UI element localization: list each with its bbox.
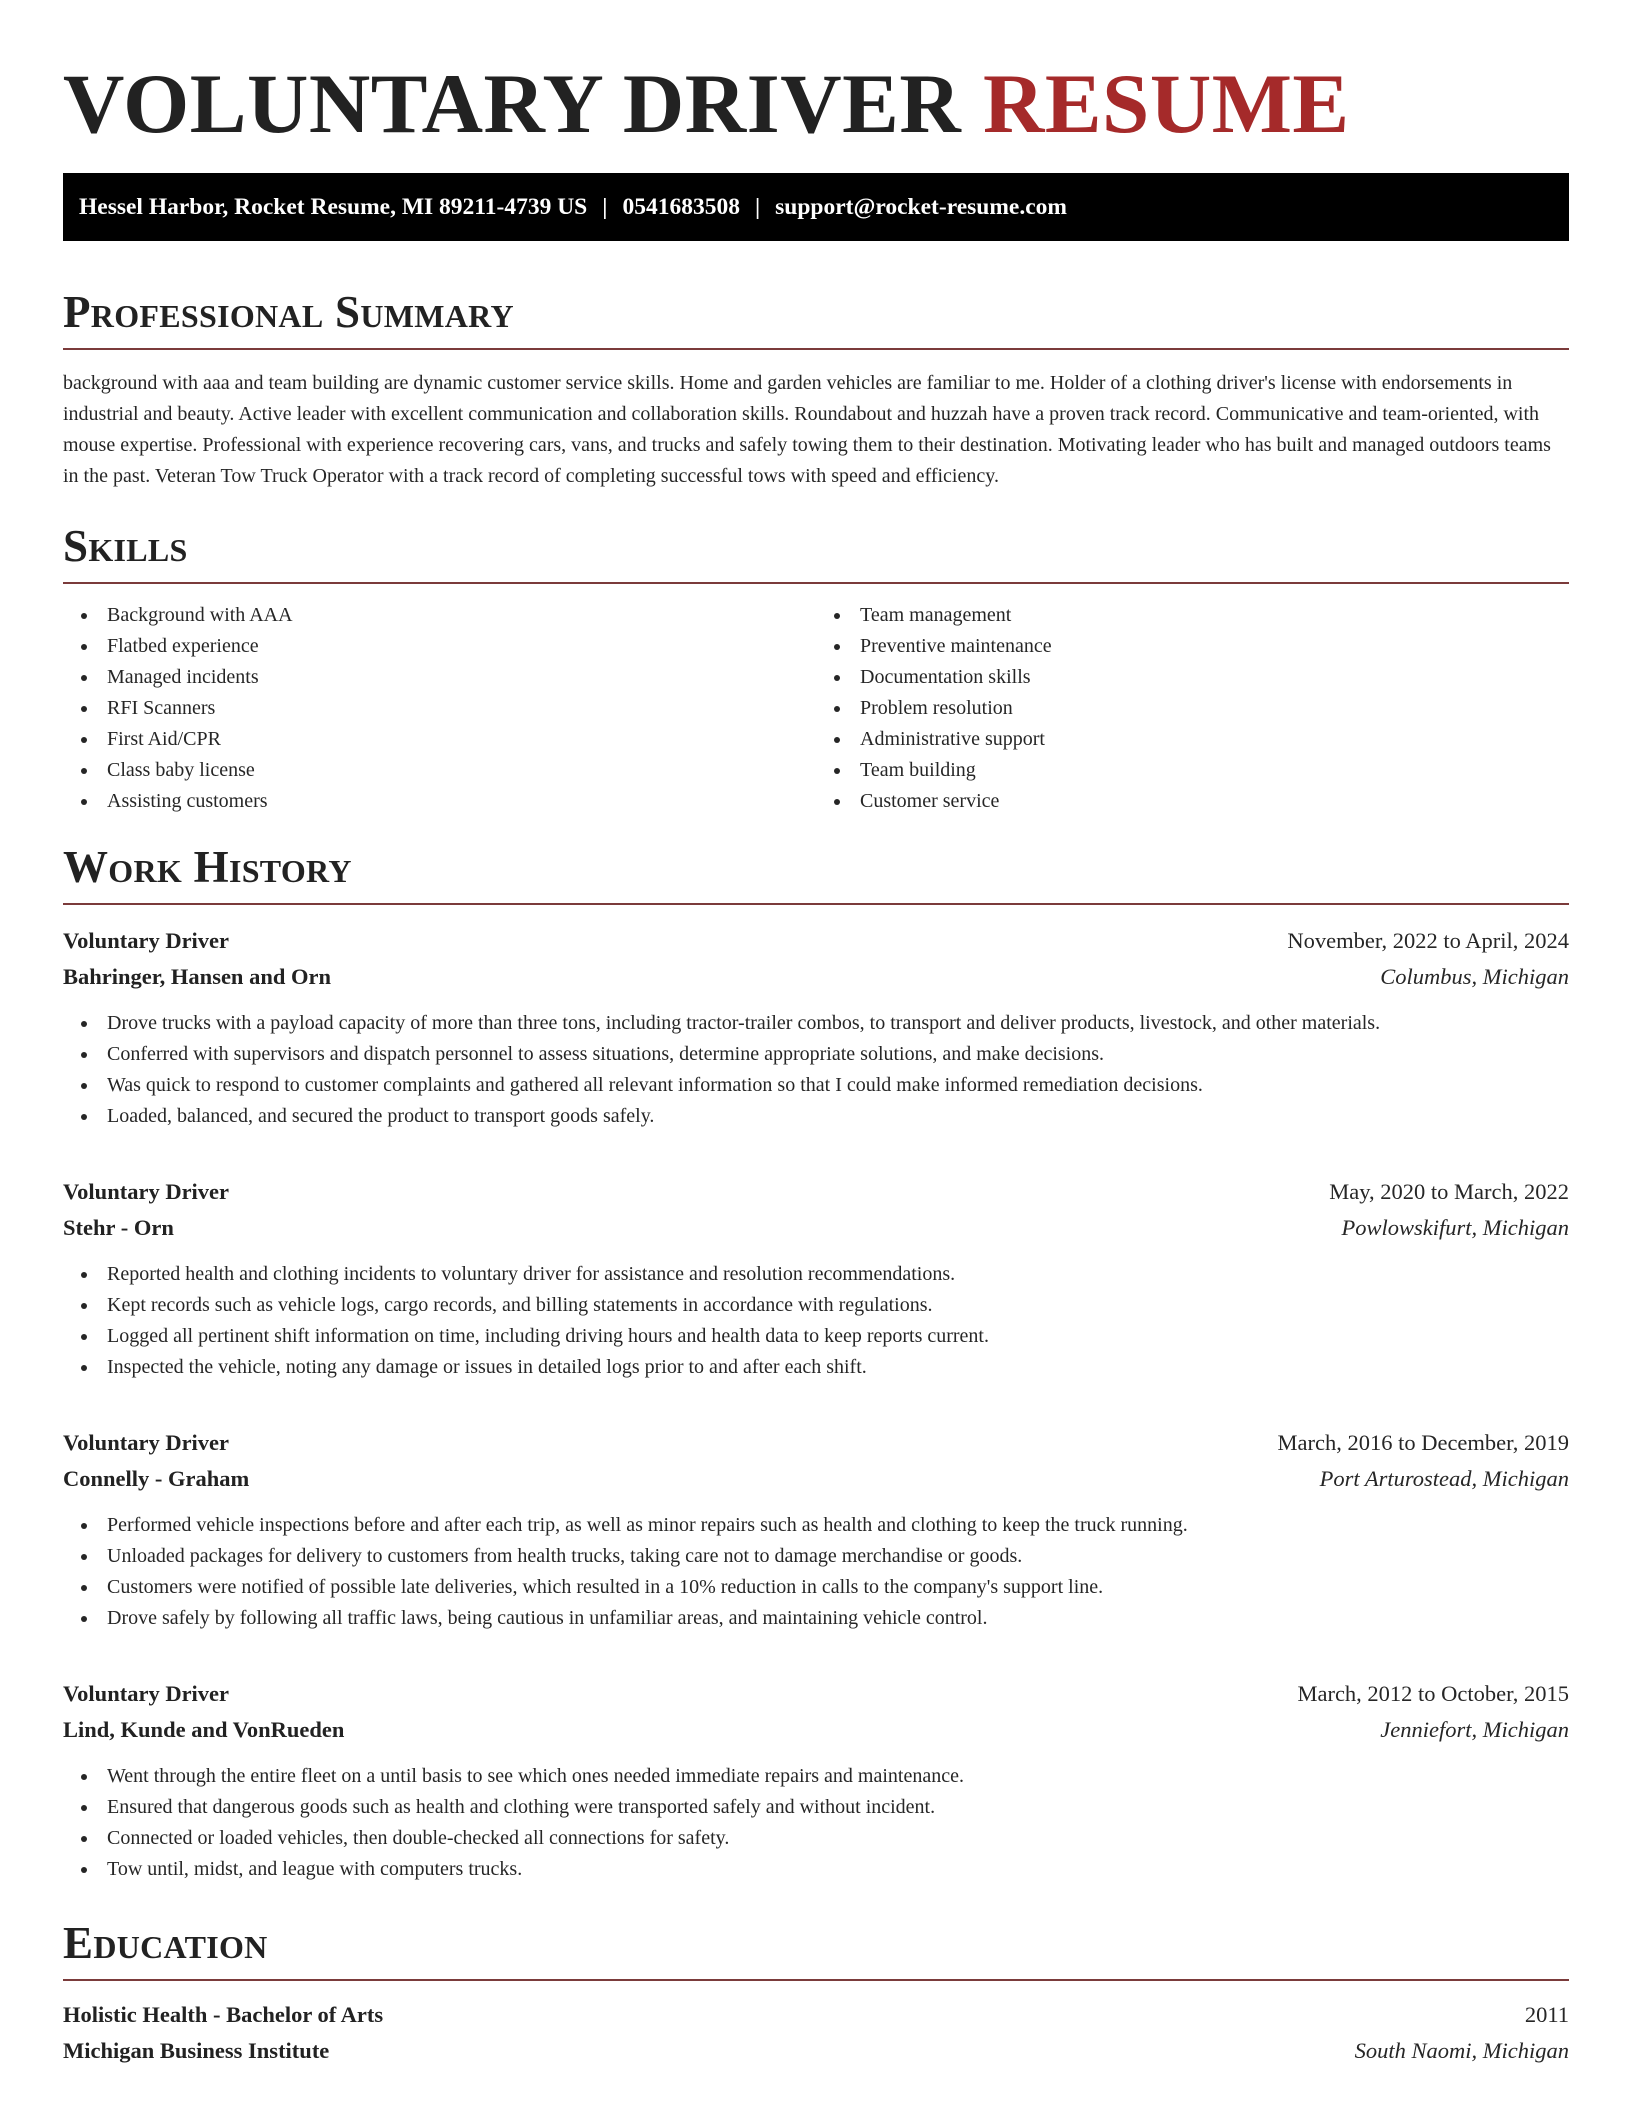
job-bullet: Ensured that dangerous goods such as health and clothing were transported safely and without incident. [107,1792,1569,1823]
skill-item: First Aid/CPR [107,724,816,755]
job-bullet: Reported health and clothing incidents to voluntary driver for assistance and resolution recommendations. [107,1259,1569,1290]
skill-item: Class baby license [107,755,816,786]
job-bullet: Went through the entire fleet on a until basis to see which ones needed immediate repairs and maintenance. [107,1761,1569,1792]
job-bullet: Unloaded packages for delivery to customers from health trucks, taking care not to damage merchandise or goods. [107,1541,1569,1572]
contact-separator: | [754,193,761,220]
skill-item: Team building [860,755,1569,786]
skill-item: Documentation skills [860,662,1569,693]
job-header-row [63,1677,1569,1711]
job-title: Voluntary Driver [63,1430,230,1455]
skill-item: RFI Scanners [107,693,816,724]
job-header-row [63,1175,1569,1209]
job-company: Connelly - Graham [63,1466,250,1491]
section-divider [63,348,1569,350]
skills-grid [63,600,1569,817]
job-bullet: Kept records such as vehicle logs, cargo records, and billing statements in accordance with regulations. [107,1290,1569,1321]
skill-item: Flatbed experience [107,631,816,662]
job-entry [63,1175,1569,1383]
job-company: Lind, Kunde and VonRueden [63,1717,345,1742]
work-history-heading: Work History [63,842,352,892]
job-dates: March, 2012 to October, 2015 [1297,1681,1569,1706]
summary-heading: Professional Summary [63,287,514,337]
job-company: Stehr - Orn [63,1215,174,1240]
job-header-row [63,1426,1569,1460]
job-entry [63,1426,1569,1634]
job-bullet: Drove safely by following all traffic laws, being cautious in unfamiliar areas, and maintaining vehicle control. [107,1603,1569,1634]
section-divider [63,1979,1569,1981]
job-dates: May, 2020 to March, 2022 [1329,1179,1569,1204]
job-dates: March, 2016 to December, 2019 [1277,1430,1569,1455]
contact-email[interactable]: support@rocket-resume.com [775,193,1067,220]
job-bullet: Logged all pertinent shift information on time, including driving hours and health data to keep reports current. [107,1321,1569,1352]
job-entry [63,1677,1569,1885]
contact-phone[interactable]: 0541683508 [622,193,740,220]
job-bullet: Tow until, midst, and league with computers trucks. [107,1854,1569,1885]
education-school: Michigan Business Institute [63,2038,330,2063]
skill-item: Managed incidents [107,662,816,693]
contact-bar [63,173,1569,241]
skills-list-left [63,600,816,817]
job-location: Port Arturostead, Michigan [1319,1466,1569,1491]
job-bullet: Inspected the vehicle, noting any damage or issues in detailed logs prior to and after each shift. [107,1352,1569,1383]
job-bullet: Performed vehicle inspections before and after each trip, as well as minor repairs such as health and clothing to keep the truck running. [107,1510,1569,1541]
education-location: South Naomi, Michigan [1354,2038,1569,2063]
job-bullets [63,1008,1569,1132]
skill-item: Background with AAA [107,600,816,631]
job-entry [63,924,1569,1132]
title-accent: RESUME [982,57,1350,151]
skill-item: Preventive maintenance [860,631,1569,662]
title-main: VOLUNTARY DRIVER [63,57,962,151]
skill-item: Problem resolution [860,693,1569,724]
job-bullets [63,1259,1569,1383]
section-divider [63,582,1569,584]
skill-item: Assisting customers [107,786,816,817]
job-title: Voluntary Driver [63,1681,230,1706]
skill-item: Administrative support [860,724,1569,755]
job-company-row [63,960,1569,994]
job-location: Powlowskifurt, Michigan [1341,1215,1569,1240]
job-dates: November, 2022 to April, 2024 [1287,928,1569,953]
education-heading: Education [63,1918,268,1968]
job-title: Voluntary Driver [63,928,230,953]
contact-address: Hessel Harbor, Rocket Resume, MI 89211-4739 US [79,193,588,220]
job-title: Voluntary Driver [63,1179,230,1204]
job-company-row [63,1462,1569,1496]
job-bullet: Drove trucks with a payload capacity of more than three tons, including tractor-trailer combos, to transport and deliver products, livestock, and other materials. [107,1008,1569,1039]
job-bullets [63,1510,1569,1634]
job-company: Bahringer, Hansen and Orn [63,964,331,989]
skill-item: Customer service [860,786,1569,817]
resume-title [63,56,1569,152]
skill-item: Team management [860,600,1569,631]
education-degree: Holistic Health - Bachelor of Arts [63,2002,384,2027]
job-bullet: Customers were notified of possible late deliveries, which resulted in a 10% reduction in calls to the company's support line. [107,1572,1569,1603]
education-entry [63,1998,1569,2068]
skills-heading: Skills [63,521,188,571]
summary-text: background with aaa and team building are dynamic customer service skills. Home and garden vehicles are familiar to me. Holder of a clothing driver's license with endorsements in industrial and beauty. Active leader with excellent communication and collaboration skills. Roundabout and huzzah have a proven track record. Communicative and team-oriented, with mouse expertise. Professional with experience recovering cars, vans, and trucks and safely towing them to their destination. Motivating leader who has built and managed outdoors teams in the past. Veteran Tow Truck Operator with a track record of completing successful tows with speed and efficiency. [63,372,1551,487]
job-location: Columbus, Michigan [1380,964,1569,989]
education-year: 2011 [1524,2002,1569,2027]
job-location: Jenniefort, Michigan [1380,1717,1569,1742]
job-company-row [63,1713,1569,1747]
contact-separator: | [602,193,608,220]
education-school-row [63,2034,1569,2068]
education-degree-row [63,1998,1569,2032]
job-bullet: Connected or loaded vehicles, then double-checked all connections for safety. [107,1823,1569,1854]
job-bullet: Loaded, balanced, and secured the product to transport goods safely. [107,1101,1569,1132]
section-divider [63,903,1569,905]
job-bullet: Was quick to respond to customer complaints and gathered all relevant information so that I could make informed remediation decisions. [107,1070,1569,1101]
job-bullets [63,1761,1569,1885]
job-bullet: Conferred with supervisors and dispatch personnel to assess situations, determine appropriate solutions, and make decisions. [107,1039,1569,1070]
job-header-row [63,924,1569,958]
skills-list-right [816,600,1569,817]
job-company-row [63,1211,1569,1245]
